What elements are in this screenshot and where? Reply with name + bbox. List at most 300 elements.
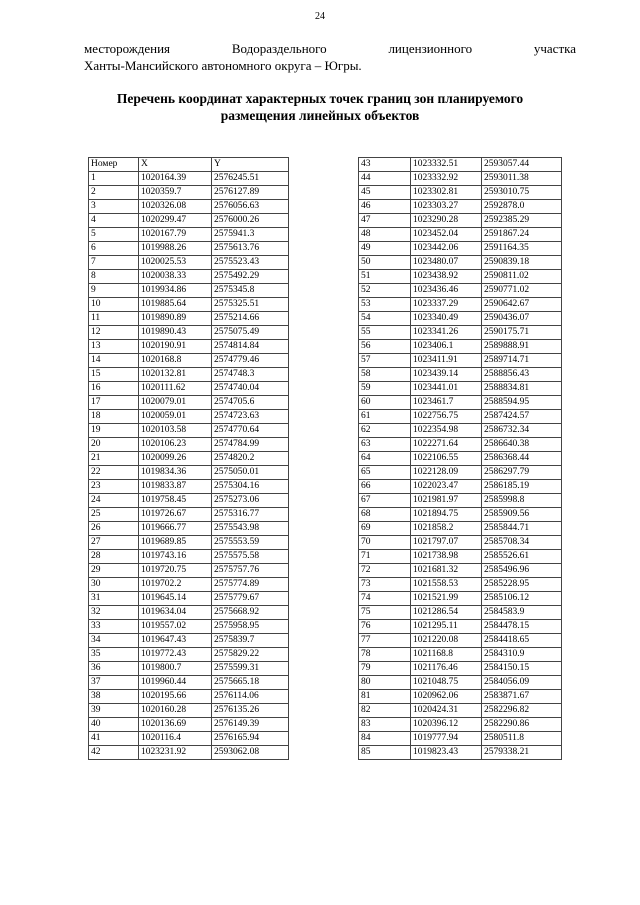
cell-y: 2576149.39 xyxy=(212,718,289,732)
cell-x: 1023442.06 xyxy=(411,242,482,256)
cell-y: 2590642.67 xyxy=(482,298,562,312)
cell-number: 8 xyxy=(89,270,139,284)
cell-number: 20 xyxy=(89,438,139,452)
cell-y: 2586640.38 xyxy=(482,438,562,452)
cell-y: 2575665.18 xyxy=(212,676,289,690)
table-row xyxy=(89,410,289,424)
cell-x: 1019890.43 xyxy=(139,326,212,340)
cell-number: 62 xyxy=(359,424,411,438)
cell-number: 1 xyxy=(89,172,139,186)
table-row xyxy=(89,746,289,760)
cell-y: 2574740.04 xyxy=(212,382,289,396)
cell-number: 18 xyxy=(89,410,139,424)
cell-x: 1019934.86 xyxy=(139,284,212,298)
cell-number: 22 xyxy=(89,466,139,480)
cell-number: 13 xyxy=(89,340,139,354)
cell-number: 44 xyxy=(359,172,411,186)
cell-y: 2584418.65 xyxy=(482,634,562,648)
coordinates-table-right xyxy=(358,157,562,760)
cell-number: 31 xyxy=(89,592,139,606)
cell-number: 81 xyxy=(359,690,411,704)
cell-x: 1023341.26 xyxy=(411,326,482,340)
cell-x: 1023302.81 xyxy=(411,186,482,200)
intro-word: лицензионного xyxy=(388,41,473,56)
cell-y: 2576165.94 xyxy=(212,732,289,746)
cell-y: 2593062.08 xyxy=(212,746,289,760)
cell-x: 1019960.44 xyxy=(139,676,212,690)
intro-word: участка xyxy=(533,41,577,56)
cell-x: 1023439.14 xyxy=(411,368,482,382)
table-row xyxy=(89,382,289,396)
cell-number: 39 xyxy=(89,704,139,718)
cell-y: 2591867.24 xyxy=(482,228,562,242)
cell-number: 50 xyxy=(359,256,411,270)
cell-number: 52 xyxy=(359,284,411,298)
table-row xyxy=(89,494,289,508)
cell-x: 1023436.46 xyxy=(411,284,482,298)
cell-number: 51 xyxy=(359,270,411,284)
cell-y: 2575273.06 xyxy=(212,494,289,508)
table-row xyxy=(359,284,562,298)
cell-y: 2575575.58 xyxy=(212,550,289,564)
table-row xyxy=(359,704,562,718)
cell-y: 2575958.95 xyxy=(212,620,289,634)
cell-number: 59 xyxy=(359,382,411,396)
cell-number: 6 xyxy=(89,242,139,256)
cell-x: 1020099.26 xyxy=(139,452,212,466)
table-row xyxy=(359,452,562,466)
cell-y: 2575345.8 xyxy=(212,284,289,298)
table-row xyxy=(359,326,562,340)
cell-y: 2593011.38 xyxy=(482,172,562,186)
cell-number: 15 xyxy=(89,368,139,382)
cell-number: 66 xyxy=(359,480,411,494)
cell-x: 1020116.4 xyxy=(139,732,212,746)
table-row xyxy=(89,298,289,312)
table-row xyxy=(89,200,289,214)
cell-x: 1021176.46 xyxy=(411,662,482,676)
cell-y: 2586732.34 xyxy=(482,424,562,438)
table-row xyxy=(89,354,289,368)
table-row xyxy=(359,620,562,634)
table-row xyxy=(89,550,289,564)
cell-y: 2576000.26 xyxy=(212,214,289,228)
cell-x: 1020167.79 xyxy=(139,228,212,242)
table-row xyxy=(89,452,289,466)
cell-x: 1023332.51 xyxy=(411,158,482,172)
cell-number: 4 xyxy=(89,214,139,228)
cell-number: 28 xyxy=(89,550,139,564)
cell-y: 2575774.89 xyxy=(212,578,289,592)
cell-y: 2575839.7 xyxy=(212,634,289,648)
cell-x: 1020111.62 xyxy=(139,382,212,396)
heading-line-1: Перечень координат характерных точек границ зон планируемого xyxy=(116,91,524,106)
table-row xyxy=(359,550,562,564)
table-row xyxy=(359,172,562,186)
cell-y: 2582296.82 xyxy=(482,704,562,718)
cell-number: 68 xyxy=(359,508,411,522)
cell-y: 2575941.3 xyxy=(212,228,289,242)
cell-number: 40 xyxy=(89,718,139,732)
table-row xyxy=(359,480,562,494)
cell-number: 76 xyxy=(359,620,411,634)
cell-x: 1021558.53 xyxy=(411,578,482,592)
cell-x: 1020038.33 xyxy=(139,270,212,284)
cell-x: 1019647.43 xyxy=(139,634,212,648)
cell-number: 72 xyxy=(359,564,411,578)
cell-x: 1022106.55 xyxy=(411,452,482,466)
cell-number: 77 xyxy=(359,634,411,648)
cell-x: 1023290.28 xyxy=(411,214,482,228)
header-x: X xyxy=(139,158,212,172)
cell-x: 1020424.31 xyxy=(411,704,482,718)
cell-x: 1021521.99 xyxy=(411,592,482,606)
cell-number: 14 xyxy=(89,354,139,368)
cell-x: 1019833.87 xyxy=(139,480,212,494)
cell-y: 2588594.95 xyxy=(482,396,562,410)
cell-x: 1020079.01 xyxy=(139,396,212,410)
table-row xyxy=(89,564,289,578)
cell-y: 2585526.61 xyxy=(482,550,562,564)
table-row xyxy=(359,382,562,396)
cell-y: 2585106.12 xyxy=(482,592,562,606)
table-row xyxy=(89,340,289,354)
cell-number: 70 xyxy=(359,536,411,550)
cell-x: 1020326.08 xyxy=(139,200,212,214)
cell-number: 12 xyxy=(89,326,139,340)
table-row xyxy=(89,732,289,746)
cell-x: 1023480.07 xyxy=(411,256,482,270)
cell-x: 1021681.32 xyxy=(411,564,482,578)
table-row xyxy=(89,186,289,200)
cell-x: 1023332.92 xyxy=(411,172,482,186)
coordinates-table-left xyxy=(88,157,289,760)
cell-x: 1023303.27 xyxy=(411,200,482,214)
table-row xyxy=(359,354,562,368)
cell-y: 2586368.44 xyxy=(482,452,562,466)
section-heading xyxy=(70,90,570,124)
cell-y: 2584583.9 xyxy=(482,606,562,620)
cell-y: 2590175.71 xyxy=(482,326,562,340)
cell-y: 2585708.34 xyxy=(482,536,562,550)
cell-number: 46 xyxy=(359,200,411,214)
table-row xyxy=(359,648,562,662)
table-row xyxy=(359,410,562,424)
cell-y: 2585228.95 xyxy=(482,578,562,592)
cell-number: 73 xyxy=(359,578,411,592)
cell-y: 2575325.51 xyxy=(212,298,289,312)
table-row xyxy=(89,704,289,718)
intro-word: месторождения xyxy=(84,41,171,56)
table-row xyxy=(359,578,562,592)
cell-number: 37 xyxy=(89,676,139,690)
cell-number: 26 xyxy=(89,522,139,536)
cell-y: 2574779.46 xyxy=(212,354,289,368)
cell-y: 2582290.86 xyxy=(482,718,562,732)
cell-x: 1021295.11 xyxy=(411,620,482,634)
cell-number: 84 xyxy=(359,732,411,746)
cell-number: 83 xyxy=(359,718,411,732)
cell-number: 23 xyxy=(89,480,139,494)
table-row xyxy=(359,368,562,382)
cell-x: 1022354.98 xyxy=(411,424,482,438)
cell-x: 1020168.8 xyxy=(139,354,212,368)
table-row xyxy=(359,676,562,690)
cell-x: 1021894.75 xyxy=(411,508,482,522)
cell-y: 2576127.89 xyxy=(212,186,289,200)
table-row xyxy=(359,298,562,312)
cell-x: 1019743.16 xyxy=(139,550,212,564)
cell-number: 19 xyxy=(89,424,139,438)
cell-number: 24 xyxy=(89,494,139,508)
table-header-row xyxy=(89,158,289,172)
table-row xyxy=(359,242,562,256)
table-row xyxy=(359,228,562,242)
cell-y: 2590771.02 xyxy=(482,284,562,298)
table-row xyxy=(89,214,289,228)
cell-x: 1021168.8 xyxy=(411,648,482,662)
table-row xyxy=(359,186,562,200)
table-row xyxy=(359,214,562,228)
table-row xyxy=(359,396,562,410)
table-row xyxy=(89,424,289,438)
cell-y: 2574705.6 xyxy=(212,396,289,410)
cell-y: 2575543.98 xyxy=(212,522,289,536)
table-row xyxy=(359,256,562,270)
table-row xyxy=(359,158,562,172)
cell-number: 21 xyxy=(89,452,139,466)
cell-x: 1023452.04 xyxy=(411,228,482,242)
cell-number: 33 xyxy=(89,620,139,634)
cell-x: 1020025.53 xyxy=(139,256,212,270)
cell-y: 2590811.02 xyxy=(482,270,562,284)
cell-x: 1020059.01 xyxy=(139,410,212,424)
cell-x: 1019666.77 xyxy=(139,522,212,536)
cell-number: 71 xyxy=(359,550,411,564)
cell-number: 82 xyxy=(359,704,411,718)
cell-x: 1020299.47 xyxy=(139,214,212,228)
cell-x: 1023340.49 xyxy=(411,312,482,326)
cell-y: 2574748.3 xyxy=(212,368,289,382)
table-row xyxy=(359,312,562,326)
cell-number: 67 xyxy=(359,494,411,508)
cell-y: 2584478.15 xyxy=(482,620,562,634)
cell-y: 2588856.43 xyxy=(482,368,562,382)
cell-number: 64 xyxy=(359,452,411,466)
cell-number: 32 xyxy=(89,606,139,620)
cell-x: 1022271.64 xyxy=(411,438,482,452)
cell-x: 1019634.04 xyxy=(139,606,212,620)
cell-y: 2585909.56 xyxy=(482,508,562,522)
cell-x: 1022023.47 xyxy=(411,480,482,494)
table-row xyxy=(89,634,289,648)
cell-y: 2575304.16 xyxy=(212,480,289,494)
table-row xyxy=(89,368,289,382)
cell-y: 2593010.75 xyxy=(482,186,562,200)
cell-y: 2586185.19 xyxy=(482,480,562,494)
cell-x: 1020164.39 xyxy=(139,172,212,186)
table-row xyxy=(89,522,289,536)
cell-number: 17 xyxy=(89,396,139,410)
cell-y: 2585844.71 xyxy=(482,522,562,536)
cell-y: 2574770.64 xyxy=(212,424,289,438)
cell-y: 2576056.63 xyxy=(212,200,289,214)
cell-y: 2574784.99 xyxy=(212,438,289,452)
cell-x: 1021858.2 xyxy=(411,522,482,536)
cell-number: 54 xyxy=(359,312,411,326)
table-row xyxy=(89,256,289,270)
cell-number: 10 xyxy=(89,298,139,312)
cell-y: 2575829.22 xyxy=(212,648,289,662)
cell-x: 1021286.54 xyxy=(411,606,482,620)
cell-x: 1021048.75 xyxy=(411,676,482,690)
cell-number: 80 xyxy=(359,676,411,690)
cell-y: 2587424.57 xyxy=(482,410,562,424)
intro-line-2: Ханты-Мансийского автономного округа – Югры. xyxy=(84,58,362,73)
cell-x: 1020190.91 xyxy=(139,340,212,354)
cell-number: 57 xyxy=(359,354,411,368)
table-row xyxy=(359,522,562,536)
cell-x: 1019726.67 xyxy=(139,508,212,522)
cell-x: 1023461.7 xyxy=(411,396,482,410)
cell-y: 2592878.0 xyxy=(482,200,562,214)
cell-number: 53 xyxy=(359,298,411,312)
cell-number: 29 xyxy=(89,564,139,578)
cell-y: 2585998.8 xyxy=(482,494,562,508)
cell-number: 69 xyxy=(359,522,411,536)
cell-number: 16 xyxy=(89,382,139,396)
table-row xyxy=(89,312,289,326)
cell-number: 58 xyxy=(359,368,411,382)
cell-y: 2580511.8 xyxy=(482,732,562,746)
table-row xyxy=(89,242,289,256)
cell-number: 45 xyxy=(359,186,411,200)
cell-x: 1019988.26 xyxy=(139,242,212,256)
table-row xyxy=(89,438,289,452)
cell-x: 1019885.64 xyxy=(139,298,212,312)
cell-y: 2575779.67 xyxy=(212,592,289,606)
cell-y: 2575214.66 xyxy=(212,312,289,326)
cell-x: 1020132.81 xyxy=(139,368,212,382)
cell-x: 1019689.85 xyxy=(139,536,212,550)
cell-number: 41 xyxy=(89,732,139,746)
table-row xyxy=(359,662,562,676)
cell-y: 2575599.31 xyxy=(212,662,289,676)
cell-y: 2584310.9 xyxy=(482,648,562,662)
cell-x: 1019834.36 xyxy=(139,466,212,480)
table-row xyxy=(89,466,289,480)
cell-x: 1020103.58 xyxy=(139,424,212,438)
cell-y: 2583871.67 xyxy=(482,690,562,704)
cell-x: 1019777.94 xyxy=(411,732,482,746)
cell-x: 1023231.92 xyxy=(139,746,212,760)
table-row xyxy=(359,634,562,648)
table-row xyxy=(359,494,562,508)
table-row xyxy=(89,396,289,410)
cell-number: 5 xyxy=(89,228,139,242)
cell-x: 1023438.92 xyxy=(411,270,482,284)
cell-y: 2591164.35 xyxy=(482,242,562,256)
cell-number: 2 xyxy=(89,186,139,200)
cell-y: 2576245.51 xyxy=(212,172,289,186)
table-row xyxy=(89,676,289,690)
table-row xyxy=(89,662,289,676)
cell-y: 2575523.43 xyxy=(212,256,289,270)
table-row xyxy=(89,648,289,662)
cell-number: 85 xyxy=(359,746,411,760)
cell-y: 2575075.49 xyxy=(212,326,289,340)
cell-x: 1020136.69 xyxy=(139,718,212,732)
cell-y: 2575553.59 xyxy=(212,536,289,550)
table-row xyxy=(359,606,562,620)
table-row xyxy=(359,424,562,438)
cell-number: 3 xyxy=(89,200,139,214)
cell-x: 1023411.91 xyxy=(411,354,482,368)
page-number: 24 xyxy=(315,11,325,22)
cell-x: 1021220.08 xyxy=(411,634,482,648)
cell-number: 55 xyxy=(359,326,411,340)
intro-word: Водораздельного xyxy=(231,41,327,56)
cell-y: 2574814.84 xyxy=(212,340,289,354)
cell-y: 2575316.77 xyxy=(212,508,289,522)
cell-y: 2592385.29 xyxy=(482,214,562,228)
table-row xyxy=(359,466,562,480)
cell-y: 2575668.92 xyxy=(212,606,289,620)
cell-x: 1020359.7 xyxy=(139,186,212,200)
cell-number: 49 xyxy=(359,242,411,256)
cell-x: 1023337.29 xyxy=(411,298,482,312)
cell-number: 38 xyxy=(89,690,139,704)
table-row xyxy=(89,620,289,634)
cell-y: 2585496.96 xyxy=(482,564,562,578)
intro-line-1 xyxy=(84,40,576,57)
cell-x: 1020106.23 xyxy=(139,438,212,452)
cell-x: 1019890.89 xyxy=(139,312,212,326)
table-row xyxy=(89,284,289,298)
cell-y: 2584150.15 xyxy=(482,662,562,676)
table-row xyxy=(89,270,289,284)
cell-number: 78 xyxy=(359,648,411,662)
cell-x: 1019758.45 xyxy=(139,494,212,508)
cell-x: 1020160.28 xyxy=(139,704,212,718)
header-y: Y xyxy=(212,158,289,172)
cell-number: 36 xyxy=(89,662,139,676)
table-row xyxy=(89,326,289,340)
cell-x: 1019702.2 xyxy=(139,578,212,592)
cell-y: 2590436.07 xyxy=(482,312,562,326)
cell-number: 60 xyxy=(359,396,411,410)
table-row xyxy=(89,480,289,494)
cell-number: 43 xyxy=(359,158,411,172)
table-row xyxy=(359,508,562,522)
table-row xyxy=(89,606,289,620)
table-row xyxy=(359,564,562,578)
table-row xyxy=(89,508,289,522)
cell-y: 2589714.71 xyxy=(482,354,562,368)
cell-number: 11 xyxy=(89,312,139,326)
header-number: Номер xyxy=(89,158,139,172)
table-row xyxy=(89,718,289,732)
cell-x: 1022128.09 xyxy=(411,466,482,480)
cell-x: 1022756.75 xyxy=(411,410,482,424)
cell-number: 42 xyxy=(89,746,139,760)
cell-number: 79 xyxy=(359,662,411,676)
cell-x: 1019557.02 xyxy=(139,620,212,634)
table-row xyxy=(359,746,562,760)
heading-line-2: размещения линейных объектов xyxy=(220,108,420,123)
cell-number: 61 xyxy=(359,410,411,424)
cell-x: 1023406.1 xyxy=(411,340,482,354)
